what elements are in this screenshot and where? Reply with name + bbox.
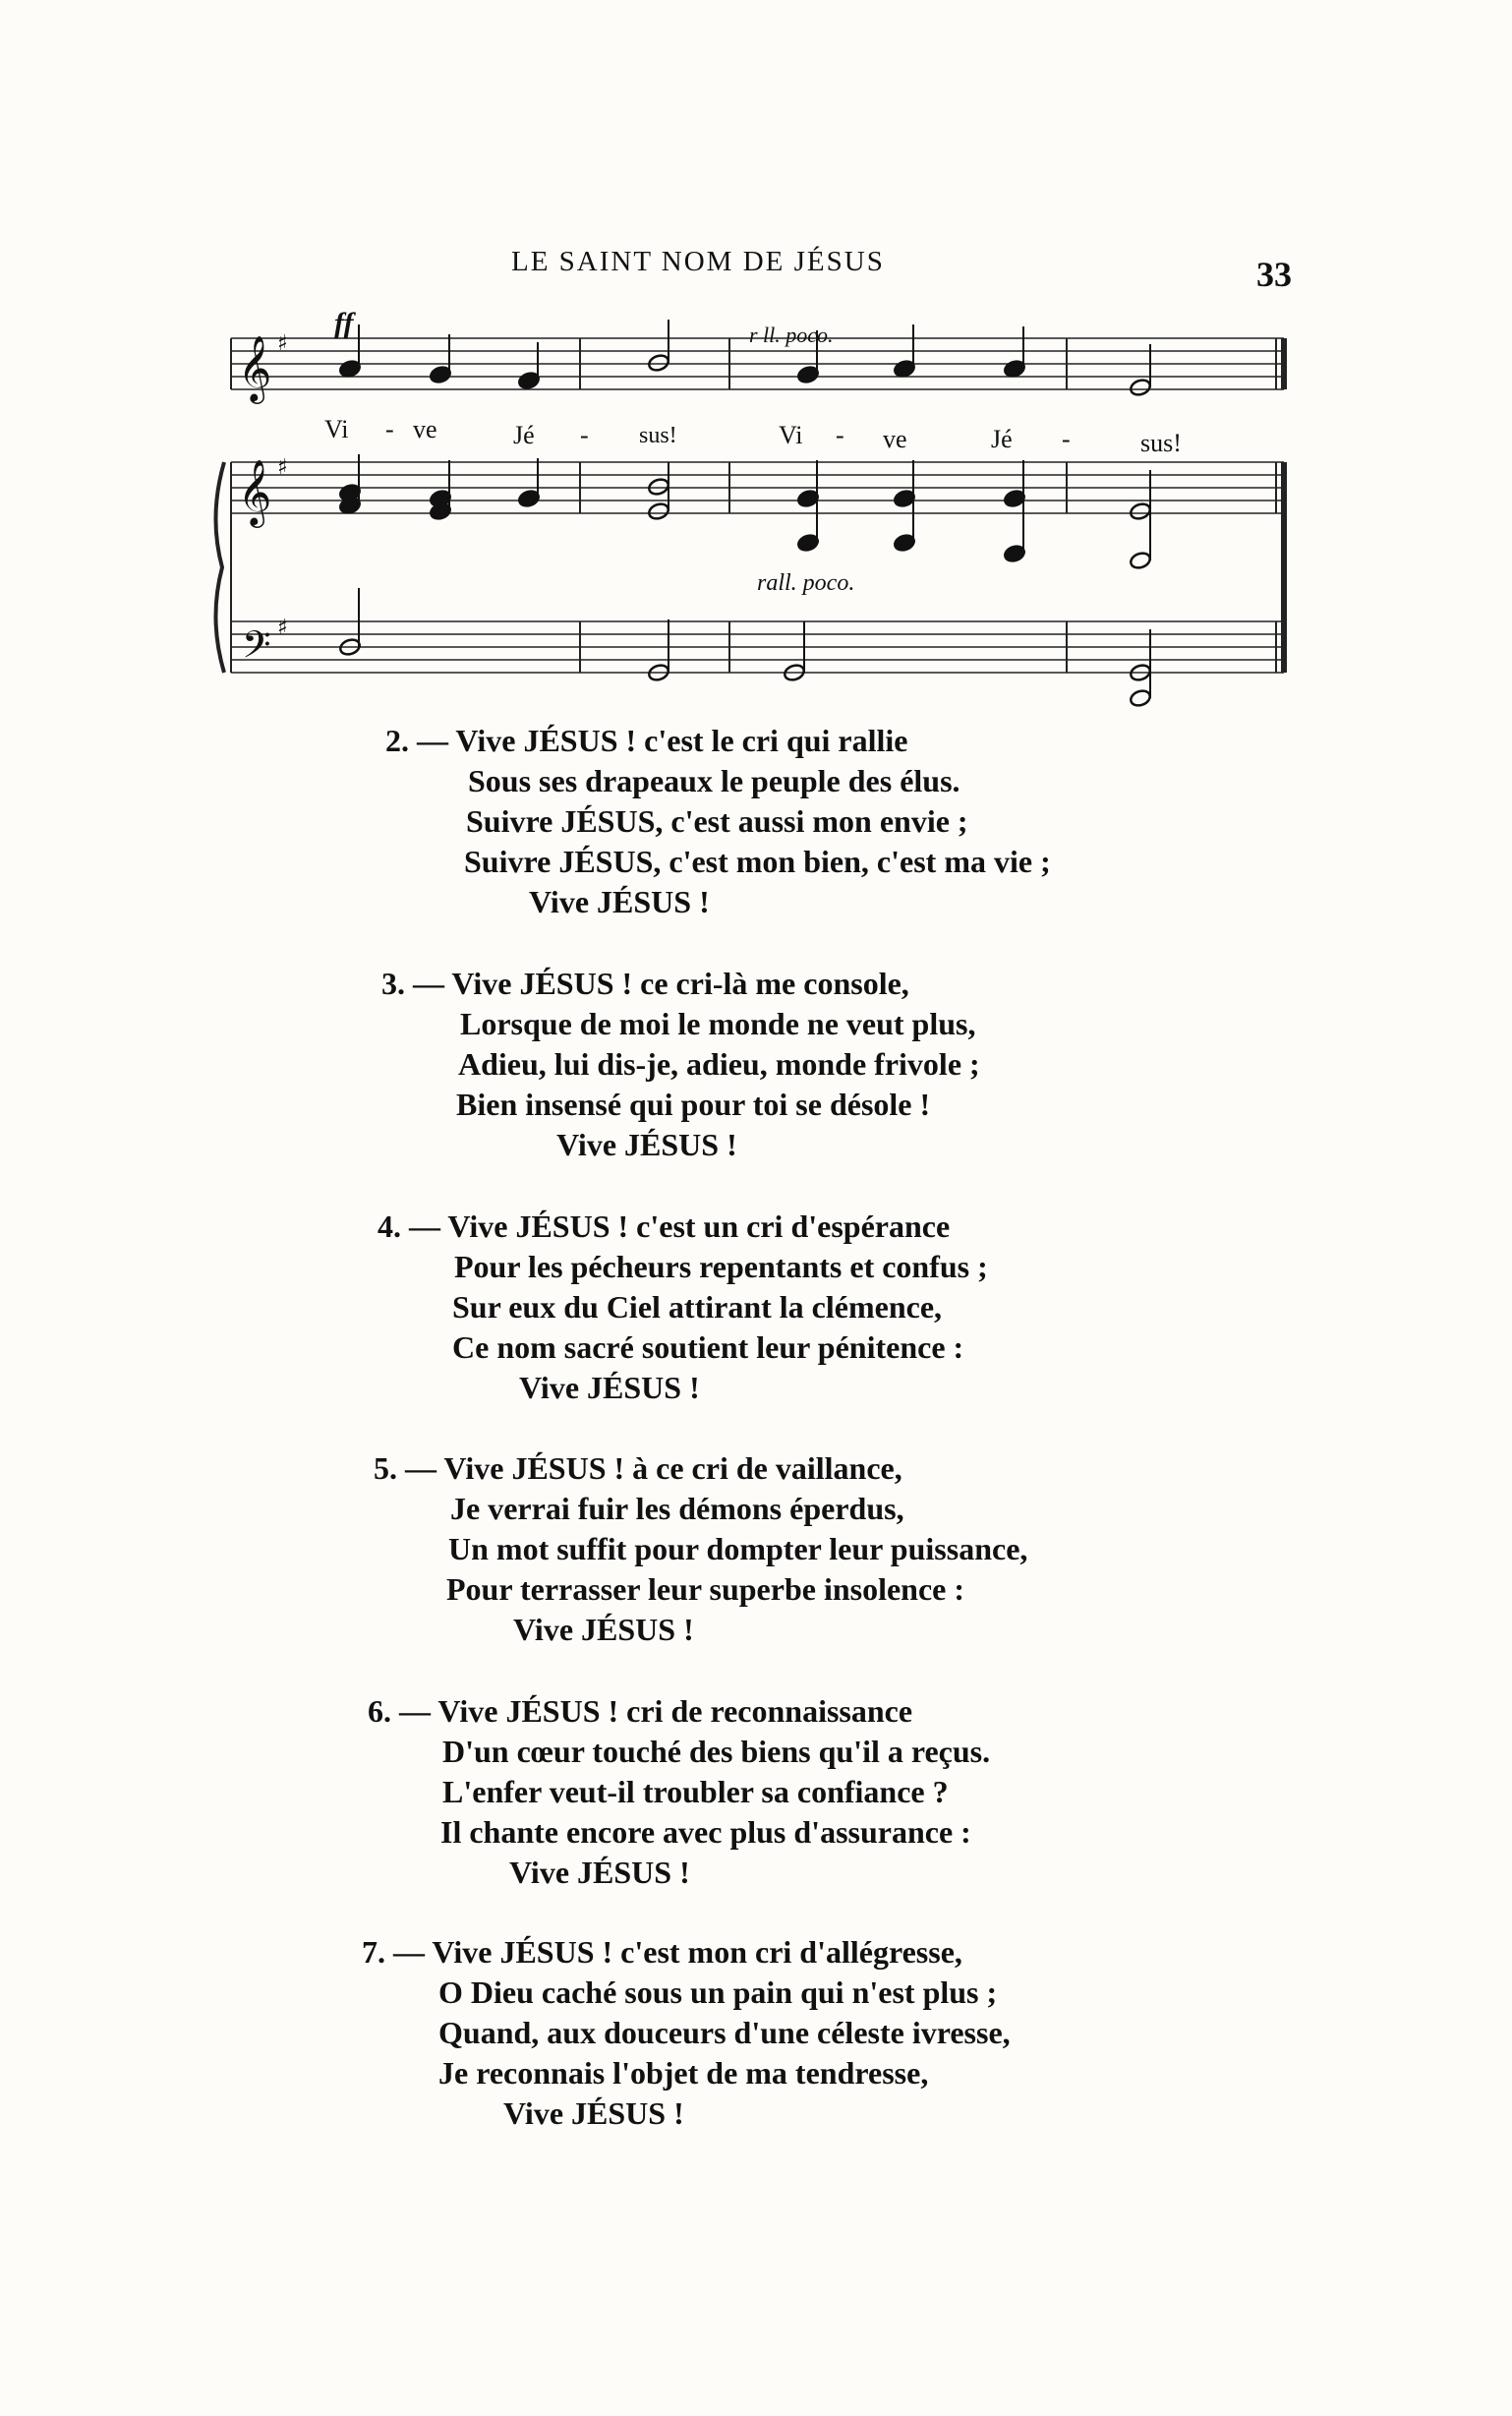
verse-4 [378,1207,988,1408]
verse-line: Pour terrasser leur superbe insolence : [446,1571,965,1607]
verse-3 [381,964,980,1165]
verse-line: Bien insensé qui pour toi se désole ! [456,1087,931,1122]
lyric-syllable: Jé [991,425,1013,453]
verse-line: Suivre JÉSUS, c'est mon bien, c'est ma vie ; [464,844,1051,879]
verse-line: Adieu, lui dis-je, adieu, monde frivole ; [458,1046,980,1082]
verse-line: Vive JÉSUS ! [556,1127,737,1162]
lyric-syllable: sus! [1140,429,1182,457]
tempo-mark-bottom: rall. poco. [757,570,855,596]
note-head [1129,501,1152,521]
verse-line: Pour les pécheurs repentants et confus ; [454,1249,988,1284]
lyric-syllable: - [385,415,394,443]
lyric-syllable: - [1062,425,1071,453]
verse-line: D'un cœur touché des biens qu'il a reçus. [442,1734,991,1769]
note-head [1129,551,1152,570]
verse-line: Un mot suffit pour dompter leur puissance, [448,1531,1028,1566]
verse-line: Vive JÉSUS ! [529,884,710,919]
verse-line: Quand, aux douceurs d'une céleste ivresse, [438,2015,1011,2050]
verse-line: Il chante encore avec plus d'assurance : [440,1814,971,1850]
sharp-icon: ♯ [277,616,288,640]
sharp-icon: ♯ [277,331,288,356]
verse-line: Vive JÉSUS ! [519,1370,700,1405]
bass-clef-icon: 𝄢 [242,622,271,676]
verse-number: 2. — [385,723,448,758]
verse-number: 4. — [378,1208,440,1244]
verse-line: Vive JÉSUS ! [513,1612,694,1647]
tempo-mark-top: r ll. poco. [749,323,834,347]
verse-line: Lorsque de moi le monde ne veut plus, [460,1006,976,1041]
verse-number: 6. — [368,1693,431,1729]
verse-number: 5. — [374,1450,436,1486]
note-head [647,501,670,521]
lyric-syllable: sus! [639,423,677,448]
lyric-syllable: - [580,421,589,449]
verse-line: Vive JÉSUS ! [503,2095,684,2131]
page-title: LE SAINT NOM DE JÉSUS [511,246,885,277]
verse-line: Vive JÉSUS ! c'est un cri d'espérance [447,1208,951,1244]
note-head [1129,688,1152,708]
note-head [647,353,670,373]
verse-line: O Dieu caché sous un pain qui n'est plus ; [438,1974,998,2010]
verse-line: Vive JÉSUS ! c'est mon cri d'allégresse, [432,1934,962,1970]
note-head [647,477,670,497]
treble-clef-icon: 𝄞 [238,334,272,401]
verse-line: Ce nom sacré soutient leur pénitence : [452,1329,964,1365]
verse-line: Vive JÉSUS ! à ce cri de vaillance, [443,1450,902,1486]
lyric-syllable: ve [883,425,907,453]
dynamic-mark: ff [334,307,354,339]
verse-5 [374,1448,1027,1650]
lyric-syllable: Vi [779,421,803,449]
verse-7 [362,1932,1011,2134]
verse-line: Sous ses drapeaux le peuple des élus. [468,763,960,798]
verse-line: Je reconnais l'objet de ma tendresse, [438,2055,929,2091]
verse-number: 3. — [381,966,444,1001]
verse-line: Vive JÉSUS ! c'est le cri qui rallie [455,723,908,758]
verse-line: L'enfer veut-il troubler sa confiance ? [442,1774,949,1809]
verse-line: Vive JÉSUS ! ce cri-là me console, [451,966,909,1001]
verse-2 [385,721,1051,922]
page-number: 33 [1256,255,1292,294]
lyric-syllable: Vi [324,415,349,443]
verse-number: 7. — [362,1934,425,1970]
staff [231,621,1284,673]
treble-clef-icon: 𝄞 [238,458,272,525]
lyric-syllable: - [836,421,844,449]
verse-6 [368,1691,990,1893]
lyric-syllable: ve [413,415,437,443]
lyric-syllable: Jé [513,421,535,449]
verse-line: Je verrai fuir les démons éperdus, [450,1491,904,1526]
music-score [0,0,1512,708]
verse-line: Sur eux du Ciel attirant la clémence, [452,1289,943,1325]
verse-line: Vive JÉSUS ! cri de reconnaissance [437,1693,913,1729]
verse-line: Vive JÉSUS ! [509,1855,690,1890]
note-head [1129,378,1152,397]
staff [231,462,1284,513]
verse-line: Suivre JÉSUS, c'est aussi mon envie ; [466,803,968,839]
sharp-icon: ♯ [277,455,288,480]
